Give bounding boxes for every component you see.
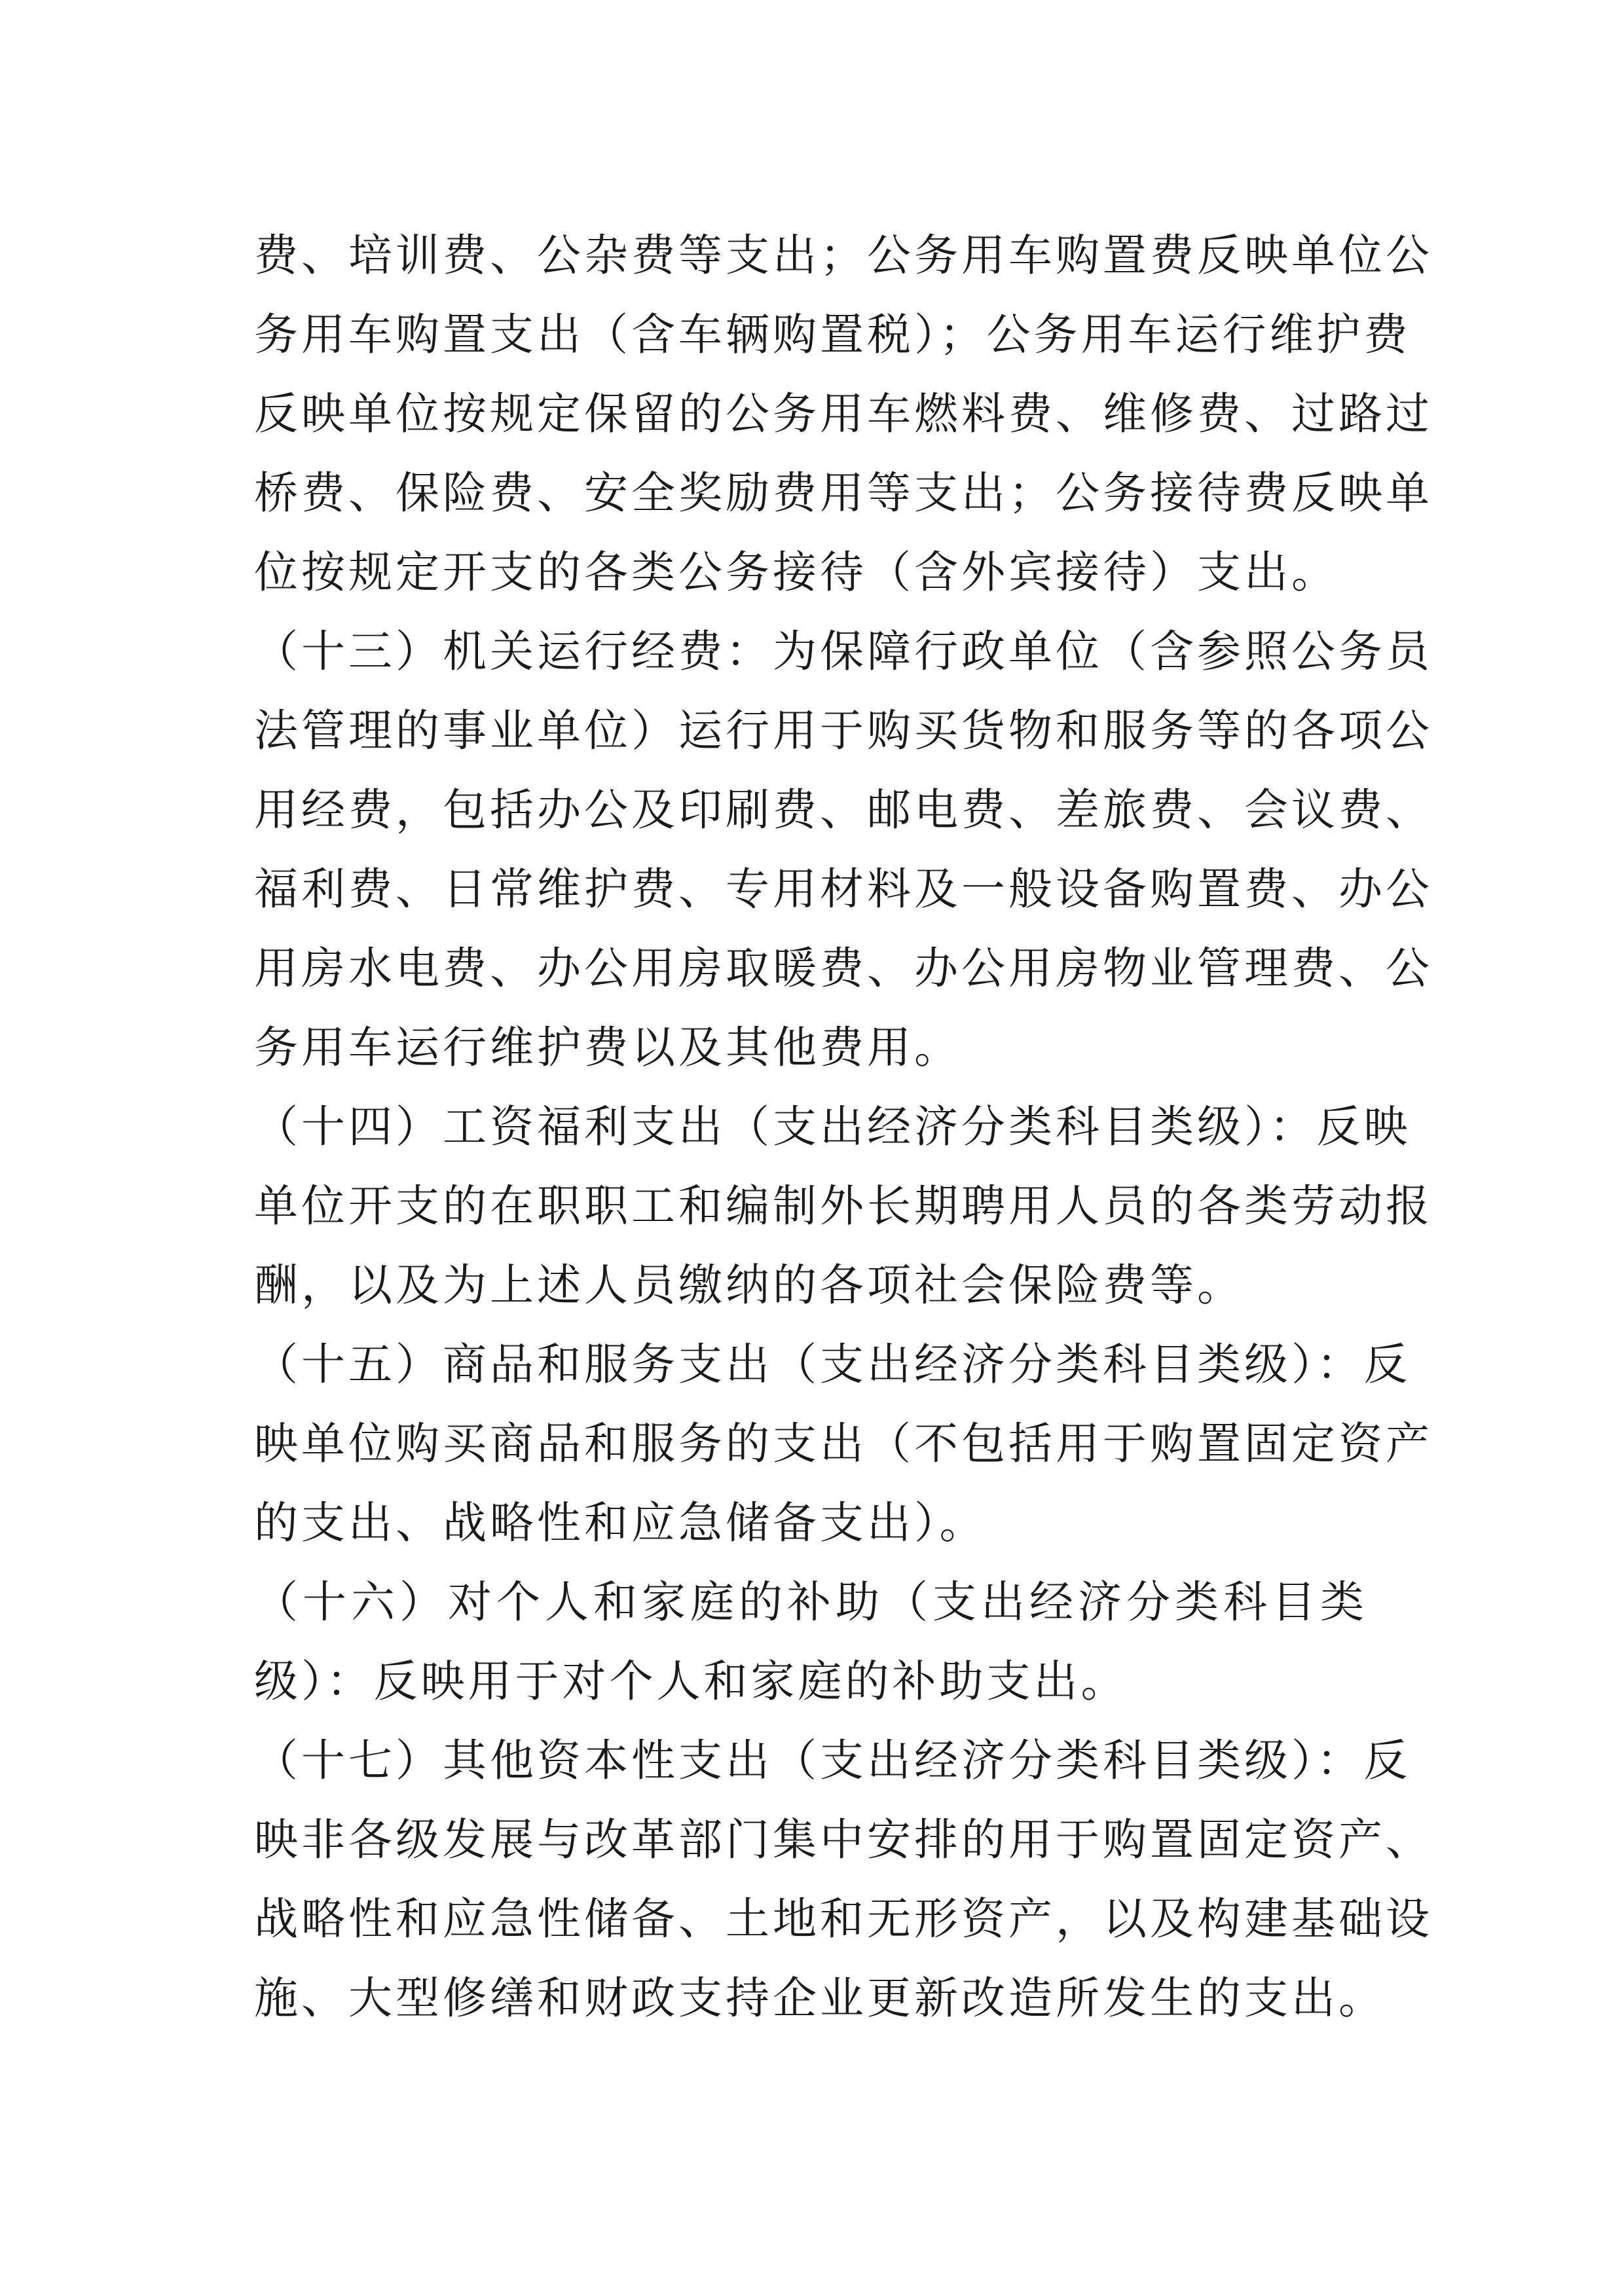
text-line: 映单位购买商品和服务的支出（不包括用于购置固定资产 [254, 1418, 1433, 1469]
text-line: 酬，以及为上述人员缴纳的各项社会保险费等。 [254, 1260, 1244, 1311]
text-line: 位按规定开支的各类公务接待（含外宾接待）支出。 [254, 547, 1338, 598]
text-line: 战略性和应急性储备、土地和无形资产，以及构建基础设 [254, 1893, 1433, 1944]
text-line: 福利费、日常维护费、专用材料及一般设备购置费、办公 [254, 864, 1433, 915]
text-line: 务用车购置支出（含车辆购置税）；公务用车运行维护费 [254, 309, 1411, 360]
section-17-heading-line: （十七）其他资本性支出（支出经济分类科目类级）：反 [254, 1735, 1411, 1786]
text-line: 单位开支的在职职工和编制外长期聘用人员的各类劳动报 [254, 1180, 1433, 1231]
body-text [254, 216, 1433, 2038]
text-line: 级）：反映用于对个人和家庭的补助支出。 [254, 1656, 1128, 1707]
text-line: 法管理的事业单位）运行用于购买货物和服务等的各项公 [254, 705, 1433, 756]
section-13-heading-line: （十三）机关运行经费：为保障行政单位（含参照公务员 [254, 626, 1433, 677]
section-15-heading-line: （十五）商品和服务支出（支出经济分类科目类级）：反 [254, 1339, 1411, 1390]
text-line: 反映单位按规定保留的公务用车燃料费、维修费、过路过 [254, 388, 1433, 439]
section-16-heading-line: （十六）对个人和家庭的补助（支出经济分类科目类 [254, 1576, 1367, 1628]
text-line: 的支出、战略性和应急储备支出）。 [254, 1497, 987, 1548]
text-line: 务用车运行维护费以及其他费用。 [254, 1022, 961, 1073]
text-line: 用房水电费、办公用房取暖费、办公用房物业管理费、公 [254, 943, 1433, 994]
text-line: 费、培训费、公杂费等支出；公务用车购置费反映单位公 [254, 230, 1433, 281]
text-line: 用经费，包括办公及印刷费、邮电费、差旅费、会议费、 [254, 784, 1433, 835]
text-line: 桥费、保险费、安全奖励费用等支出；公务接待费反映单 [254, 467, 1433, 519]
text-line: 映非各级发展与改革部门集中安排的用于购置固定资产、 [254, 1814, 1433, 1865]
text-line: 施、大型修缮和财政支持企业更新改造所发生的支出。 [254, 1973, 1386, 2024]
section-14-heading-line: （十四）工资福利支出（支出经济分类科目类级）：反映 [254, 1101, 1411, 1152]
